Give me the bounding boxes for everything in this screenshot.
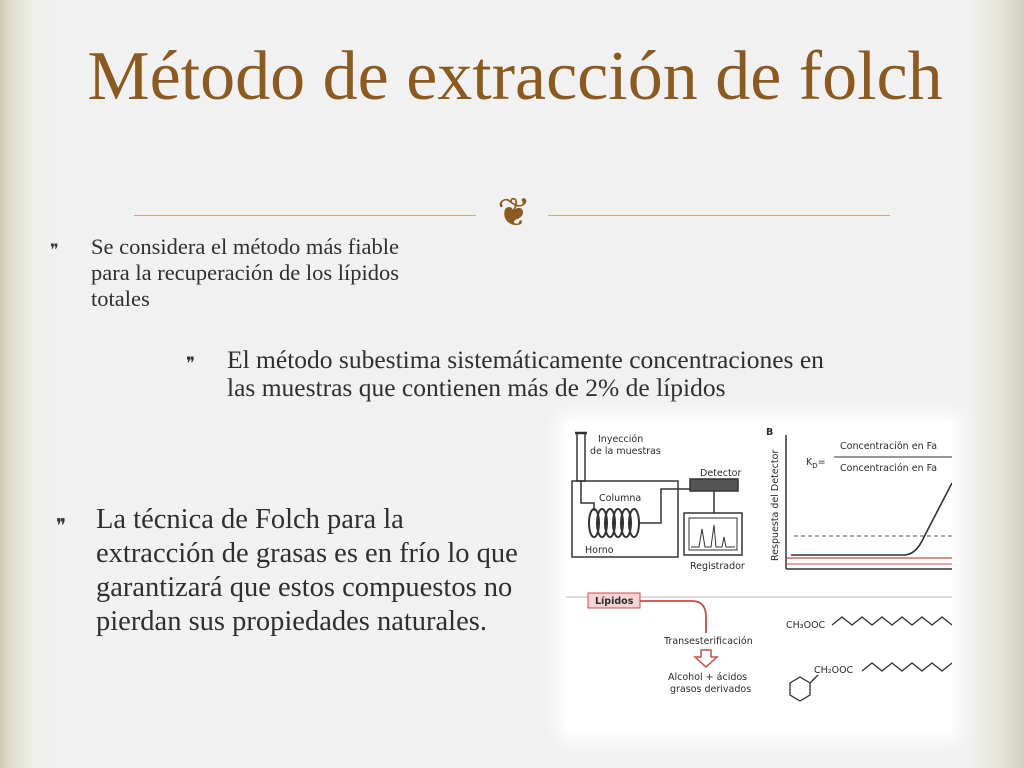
ring-bond	[810, 675, 818, 683]
ester-label: CH₃OOC	[786, 620, 826, 631]
products-label-2: grasos derivados	[670, 684, 752, 695]
title-divider-left	[134, 215, 476, 216]
bullet-text: El método subestima sistemáticamente concentraciones en las muestras que contienen más de 2% de lípidos	[227, 345, 824, 402]
injection-syringe	[577, 433, 585, 481]
pyridine-ring-icon	[790, 677, 810, 701]
quote-bullet-icon: ❞	[50, 240, 59, 259]
swirl-ornament-icon: ❦	[497, 190, 531, 236]
response-curve	[791, 483, 952, 555]
column-outlet-tube	[639, 489, 690, 523]
bullet-text: La técnica de Folch para la extracción de grasas es en frío lo que garantizará que estos compuestos no pierdan sus propiedades naturales.	[96, 504, 518, 637]
title-divider-right	[548, 215, 890, 216]
detector-box	[690, 479, 738, 491]
ko-label: $K_D=$	[806, 457, 826, 470]
down-arrow-icon	[695, 650, 717, 667]
ratio-denominator: Concentración en Fa	[840, 463, 938, 474]
bullet-item	[50, 234, 440, 312]
y-axis-label: Respuesta del Detector	[770, 449, 781, 561]
column-inlet-tube	[581, 493, 594, 511]
injection-label-2: de la muestras	[590, 446, 661, 457]
figure-drawing	[566, 421, 952, 734]
recorder-peaks	[691, 525, 735, 547]
column-label: Columna	[599, 493, 642, 504]
lipids-label: Lípidos	[595, 596, 634, 607]
ester-label-2: CH₂OOC	[814, 665, 854, 676]
bullet-text: Se considera el método más fiable para la recuperación de los lípidos totales	[91, 234, 400, 311]
ratio-numerator: Concentración en Fa	[840, 441, 938, 452]
quote-bullet-icon: ❞	[56, 515, 67, 537]
panel-b-label: B	[766, 427, 774, 438]
slide-title: Método de extracción de folch	[87, 38, 943, 115]
products-label: Alcohol + ácidos	[668, 672, 748, 683]
bullet-item	[186, 346, 826, 402]
bullet-item	[56, 503, 526, 639]
fatty-acid-chain-2	[862, 663, 952, 671]
recorder-label: Registrador	[690, 561, 745, 572]
chromatography-figure	[566, 421, 952, 734]
fatty-acid-chain	[832, 617, 952, 625]
injection-label: Inyección	[598, 434, 644, 445]
quote-bullet-icon: ❞	[186, 354, 196, 374]
reaction-path	[640, 601, 706, 633]
detector-label: Detector	[700, 468, 742, 479]
oven-label: Horno	[585, 545, 614, 556]
transesterification-label: Transesterificación	[664, 636, 753, 647]
column-coil	[589, 509, 639, 537]
